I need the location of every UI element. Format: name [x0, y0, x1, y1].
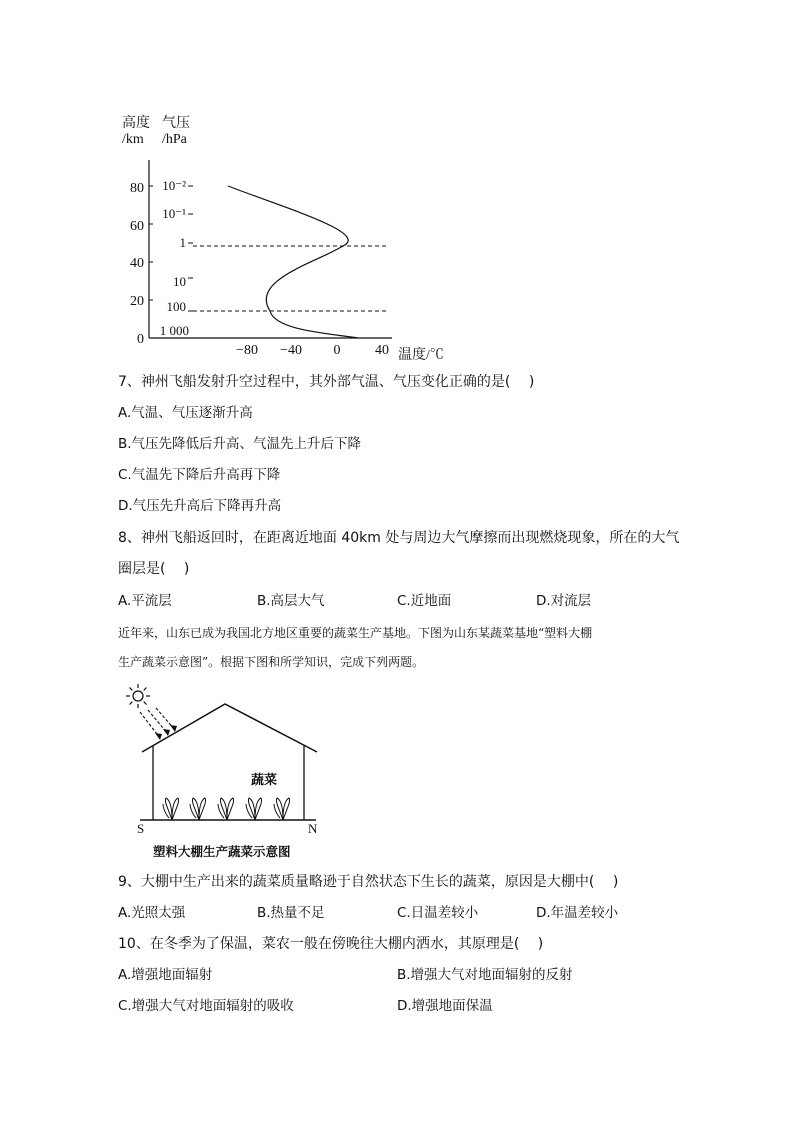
question-8-stem-continued: 圈层是( ) — [118, 561, 190, 577]
height-tick: 60 — [130, 219, 144, 234]
temperature-tick: −40 — [280, 343, 302, 358]
greenhouse-diagram — [120, 680, 340, 862]
greenhouse-roof — [142, 704, 317, 752]
question-9-option-a[interactable]: A.光照太强 — [118, 905, 186, 921]
temperature-axis-label: 温度/℃ — [398, 348, 444, 363]
reading-intro-line-2: 生产蔬菜示意图”。根据下图和所学知识，完成下列两题。 — [118, 655, 425, 669]
pressure-axis-unit: /hPa — [162, 132, 187, 147]
pressure-tick: 1 000 — [159, 323, 189, 338]
question-9-option-b[interactable]: B.热量不足 — [257, 905, 325, 921]
question-7-option-d[interactable]: D.气压先升高后下降再升高 — [118, 498, 282, 514]
question-10-option-b[interactable]: B.增强大气对地面辐射的反射 — [397, 967, 573, 983]
pressure-tick: 1 — [179, 235, 186, 250]
vegetable-label: 蔬菜 — [251, 773, 278, 788]
question-7-stem: 7、神州飞船发射升空过程中，其外部气温、气压变化正确的是( ) — [118, 374, 535, 390]
question-10-option-c[interactable]: C.增强大气对地面辐射的吸收 — [118, 998, 294, 1014]
question-7-option-b[interactable]: B.气压先降低后升高、气温先上升后下降 — [118, 436, 362, 452]
atmosphere-temperature-figure — [110, 108, 470, 366]
temperature-tick: −80 — [236, 343, 258, 358]
pressure-tick: 10⁻² — [162, 178, 186, 193]
pressure-tick: 10 — [173, 274, 186, 289]
question-10-option-d[interactable]: D.增强地面保温 — [397, 998, 493, 1014]
question-9-option-c[interactable]: C.日温差较小 — [397, 905, 479, 921]
question-8-option-c[interactable]: C.近地面 — [397, 593, 452, 609]
question-8-option-b[interactable]: B.高层大气 — [257, 593, 325, 609]
question-10-stem: 10、在冬季为了保温，菜农一般在傍晚往大棚内洒水，其原理是( ) — [118, 936, 544, 952]
height-tick: 0 — [137, 332, 144, 347]
question-8-option-d[interactable]: D.对流层 — [536, 593, 592, 609]
temperature-tick: 0 — [333, 343, 341, 358]
question-7-option-c[interactable]: C.气温先下降后升高再下降 — [118, 467, 281, 483]
height-tick: 20 — [130, 294, 144, 309]
question-9-stem: 9、大棚中生产出来的蔬菜质量略逊于自然状态下生长的蔬菜，原因是大棚中( ) — [118, 874, 619, 890]
height-tick: 80 — [130, 181, 144, 196]
question-9-option-d[interactable]: D.年温差较小 — [536, 905, 619, 921]
greenhouse-caption: 塑料大棚生产蔬菜示意图 — [153, 844, 291, 859]
question-8-stem: 8、神州飞船返回时，在距离近地面 40km 处与周边大气摩擦而出现燃烧现象，所在的大气 — [118, 530, 680, 546]
question-10-option-a[interactable]: A.增强地面辐射 — [118, 967, 213, 983]
reading-intro-line-1: 近年来，山东已成为我国北方地区重要的蔬菜生产基地。下图为山东某蔬菜基地“塑料大棚 — [118, 626, 593, 640]
north-label: N — [308, 821, 318, 836]
question-8-option-a[interactable]: A.平流层 — [118, 593, 172, 609]
pressure-axis-title: 气压 — [162, 116, 190, 131]
sun-icon — [126, 684, 150, 708]
pressure-tick: 100 — [166, 299, 186, 314]
temperature-tick: 40 — [375, 343, 389, 358]
height-axis-unit: /km — [122, 132, 144, 147]
height-tick: 40 — [130, 256, 144, 271]
height-axis-title: 高度 — [122, 116, 150, 131]
temperature-curve — [228, 186, 358, 338]
vegetable-plants — [163, 798, 290, 820]
pressure-tick: 10⁻¹ — [162, 206, 186, 221]
question-7-option-a[interactable]: A.气温、气压逐渐升高 — [118, 405, 253, 421]
south-label: S — [137, 821, 145, 836]
